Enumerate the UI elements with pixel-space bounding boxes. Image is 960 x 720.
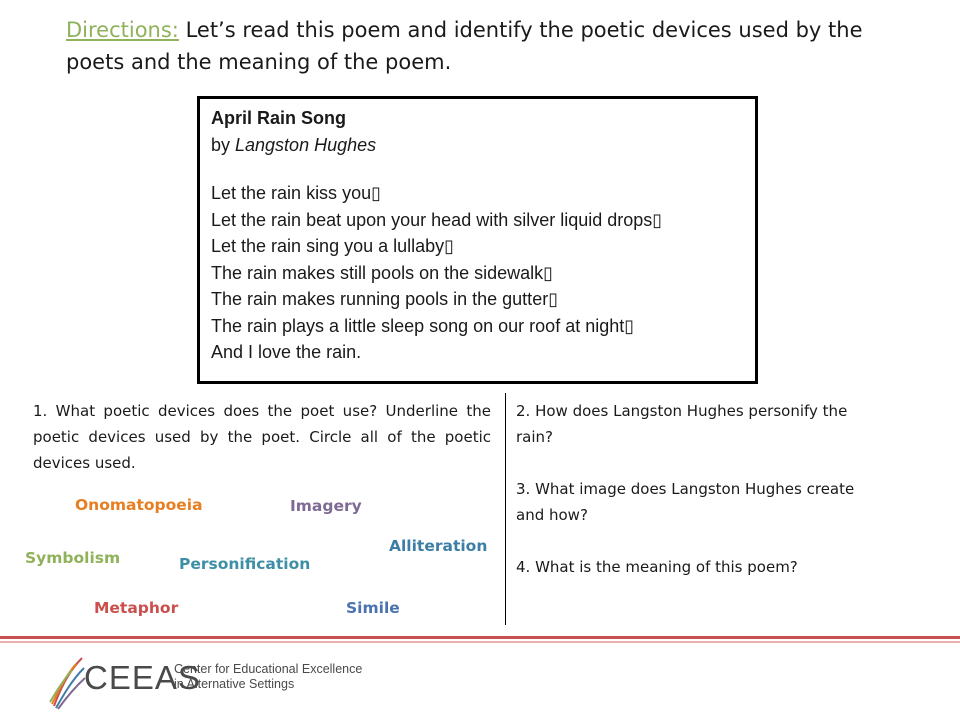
missing-glyph-icon: ▯ [444,236,455,256]
logo-line-1: Center for Educational Excellence [174,662,363,676]
question-3: 3. What image does Langston Hughes create and how? [516,480,855,524]
device-alliteration: Alliteration [389,537,488,555]
logo-subtitle [174,662,362,692]
poem-line-7 [211,339,662,366]
question-gap [516,528,878,554]
missing-glyph-icon: ▯ [548,289,559,309]
poem-stanza-gap [211,158,662,180]
missing-glyph-icon: ▯ [624,315,635,336]
question-1: 1. What poetic devices does the poet use? Underline the poetic devices used by the poet. Circle all of the poetic devices used. [33,402,491,472]
poem-content [211,105,662,366]
poem-title: April Rain Song [211,108,346,128]
poem-line-text: Let the rain sing you a lullaby [211,236,445,256]
missing-glyph-icon: ▯ [652,209,663,230]
column-divider [505,393,506,625]
poem-by-prefix: by [211,134,236,155]
device-imagery: Imagery [290,497,362,515]
directions-body: Let’s read this poem and identify the poetic devices used by the poets and the meaning of the poem. [66,18,863,74]
poem-line-6 [211,313,662,340]
device-personification: Personification [179,555,311,573]
poem-line-4 [211,260,662,287]
poem-line-2 [211,207,662,234]
directions-text [66,14,926,78]
device-onomatopoeia: Onomatopoeia [75,496,203,514]
device-simile: Simile [346,599,400,617]
poem-author: Langston Hughes [235,134,377,155]
poem-box [197,96,758,384]
poem-line-text: Let the rain beat upon your head with silver liquid drops [211,209,653,230]
question-gap [516,450,878,476]
device-symbolism: Symbolism [25,549,121,567]
swoosh-icon [46,654,86,710]
question-2: 2. How does Langston Hughes personify the rain? [516,402,848,446]
footer-rule [0,636,960,639]
missing-glyph-icon: ▯ [371,183,381,203]
poem-line-5 [211,286,662,313]
device-metaphor: Metaphor [94,599,179,617]
missing-glyph-icon: ▯ [543,262,554,283]
poem-line-text: Let the rain kiss you [211,183,372,203]
questions-right [516,398,878,580]
poem-line-text: And I love the rain. [211,342,362,362]
question-4: 4. What is the meaning of this poem? [516,558,798,576]
directions-label[interactable]: Directions: [66,18,179,42]
poem-line-1 [211,180,662,207]
poem-line-text: The rain makes still pools on the sidewalk [211,262,544,283]
ceeas-logo [46,654,366,710]
poem-line-3 [211,233,662,260]
logo-acronym: CEEAS [84,659,201,696]
logo-line-2: in Alternative Settings [174,677,295,691]
poem-line-text: The rain makes running pools in the gutter [211,289,549,309]
poem-line-text: The rain plays a little sleep song on our roof at night [211,315,625,336]
poem-byline [211,132,662,159]
footer-rule-light [0,641,960,643]
